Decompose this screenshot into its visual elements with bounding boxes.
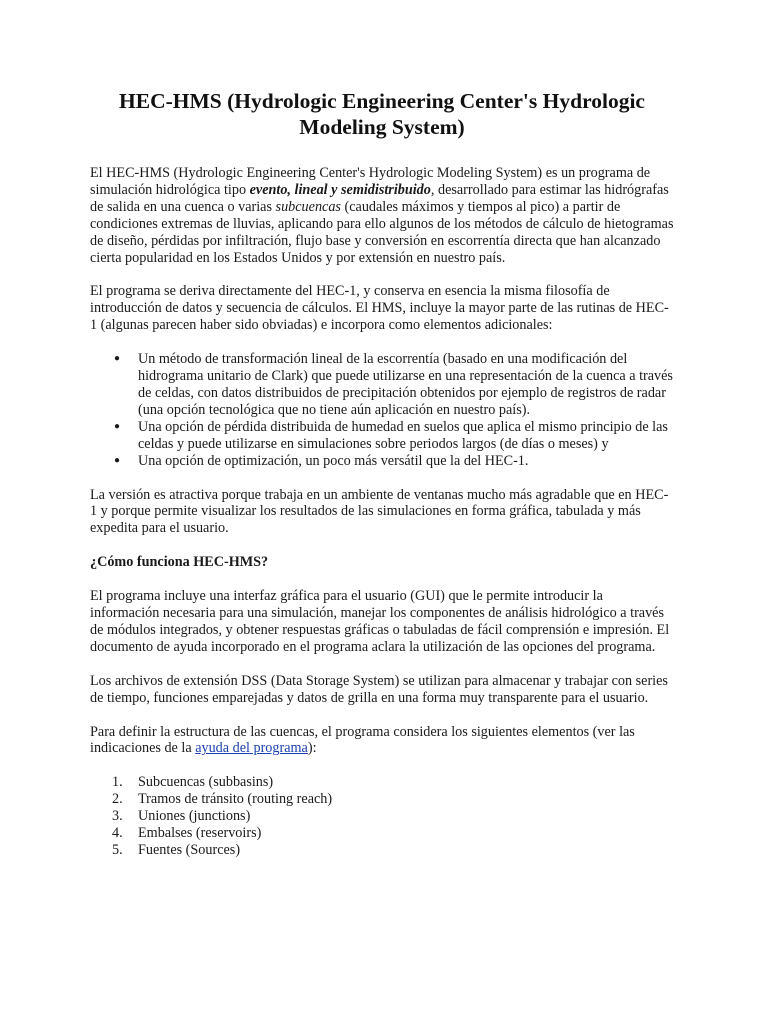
bullet-icon: ● [114, 454, 121, 466]
paragraph-version: La versión es atractiva porque trabaja en un ambiente de ventanas mucho más agradable que en HEC-1 y porque permite visualizar los resultados de las simulaciones en forma gráfica, tabulada y más expedita para el usuario. [90, 486, 669, 537]
paragraph-gui: El programa incluye una interfaz gráfica para el usuario (GUI) que le permite introducir la información necesaria para una simulación, manejar los componentes de análisis hidrológico a través de módulos integrados, y obtener respuestas gráficas o tabuladas de fácil comprensión e impresión. El documento de ayuda incorporado en el programa aclara la utilización de las opciones del programa. [90, 588, 670, 655]
list-item-text: Un método de transformación lineal de la escorrentía (basado en una modificación del hidrograma unitario de Clark) que puede utilizarse en una representación de la cuenca a través de celdas, con datos distribuidos de precipitación obtenidos por ejemplo de registros de radar (una opción tecnológica que no tiene aún aplicación en nuestro país). [138, 351, 673, 418]
list-item-text: Una opción de optimización, un poco más versátil que la del HEC-1. [138, 452, 529, 469]
item-text: Subcuencas (subbasins) [138, 774, 274, 791]
intro-text-3: (caudales máximos y tiempos al pico) a partir de condiciones extremas de lluvias, aplicando para ello algunos de los métodos de cálculo de hietogramas de diseño, pérdidas por infiltración, flujo base y conversión en escorrentía directa que han alcanzado cierta popularidad en los Estados Unidos y por extensión en nuestro país. [90, 198, 674, 266]
paragraph-structure [90, 724, 674, 758]
list-item [114, 418, 674, 453]
numbered-item [112, 825, 674, 842]
list-item [114, 452, 674, 470]
numbered-item [112, 808, 674, 825]
additional-elements-list [90, 351, 674, 469]
numbered-item [112, 791, 674, 808]
list-item [114, 351, 674, 419]
help-link[interactable]: ayuda del programa [195, 740, 308, 757]
intro-paragraph [90, 165, 674, 266]
structure-text-before: Para definir la estructura de las cuencas, el programa considera los siguientes elementos (ver las indicaciones de la [90, 723, 635, 757]
paragraph-derivation: El programa se deriva directamente del HEC-1, y conserva en esencia la misma filosofía de introducción de datos y secuencia de cálculos. El HMS, incluye la mayor parte de las rutinas de HEC-1 (algunas parecen haber sido obviadas) e incorpora como elementos adicionales: [90, 283, 669, 334]
section-heading: ¿Cómo funciona HEC-HMS? [90, 554, 269, 571]
item-text: Embalses (reservoirs) [138, 825, 262, 842]
item-number: 1. [112, 774, 123, 791]
list-item-text: Una opción de pérdida distribuida de humedad en suelos que aplica el mismo principio de las celdas y puede utilizarse en simulaciones sobre periodos largos (de días o meses) y [138, 418, 668, 452]
bullet-icon: ● [114, 353, 121, 365]
item-number: 2. [112, 791, 123, 808]
intro-emphasis: evento, lineal y semidistribuido [249, 181, 431, 198]
intro-text-1: El HEC-HMS (Hydrologic Engineering Center's Hydrologic Modeling System) es un programa de simulación hidrológica tipo [90, 165, 651, 198]
basin-elements-list [90, 774, 674, 859]
item-number: 4. [112, 825, 123, 842]
document-title: HEC-HMS (Hydrologic Engineering Center's Hydrologic Modeling System) [119, 89, 645, 139]
paragraph-dss: Los archivos de extensión DSS (Data Storage System) se utilizan para almacenar y trabajar con series de tiempo, funciones emparejadas y datos de grilla en una forma muy transparente para el usuario. [90, 672, 668, 706]
numbered-item [112, 842, 674, 859]
intro-text-2: , desarrollado para estimar las hidrógrafas de salida en una cuenca o varias [90, 181, 669, 215]
item-number: 5. [112, 842, 123, 858]
item-text: Tramos de tránsito (routing reach) [138, 791, 333, 808]
item-number: 3. [112, 808, 123, 825]
intro-italic-word: subcuencas [275, 198, 341, 215]
numbered-item [112, 774, 674, 791]
structure-text-after: ): [307, 740, 317, 757]
bullet-icon: ● [114, 420, 121, 432]
item-text: Fuentes (Sources) [138, 842, 241, 858]
item-text: Uniones (junctions) [138, 808, 251, 825]
